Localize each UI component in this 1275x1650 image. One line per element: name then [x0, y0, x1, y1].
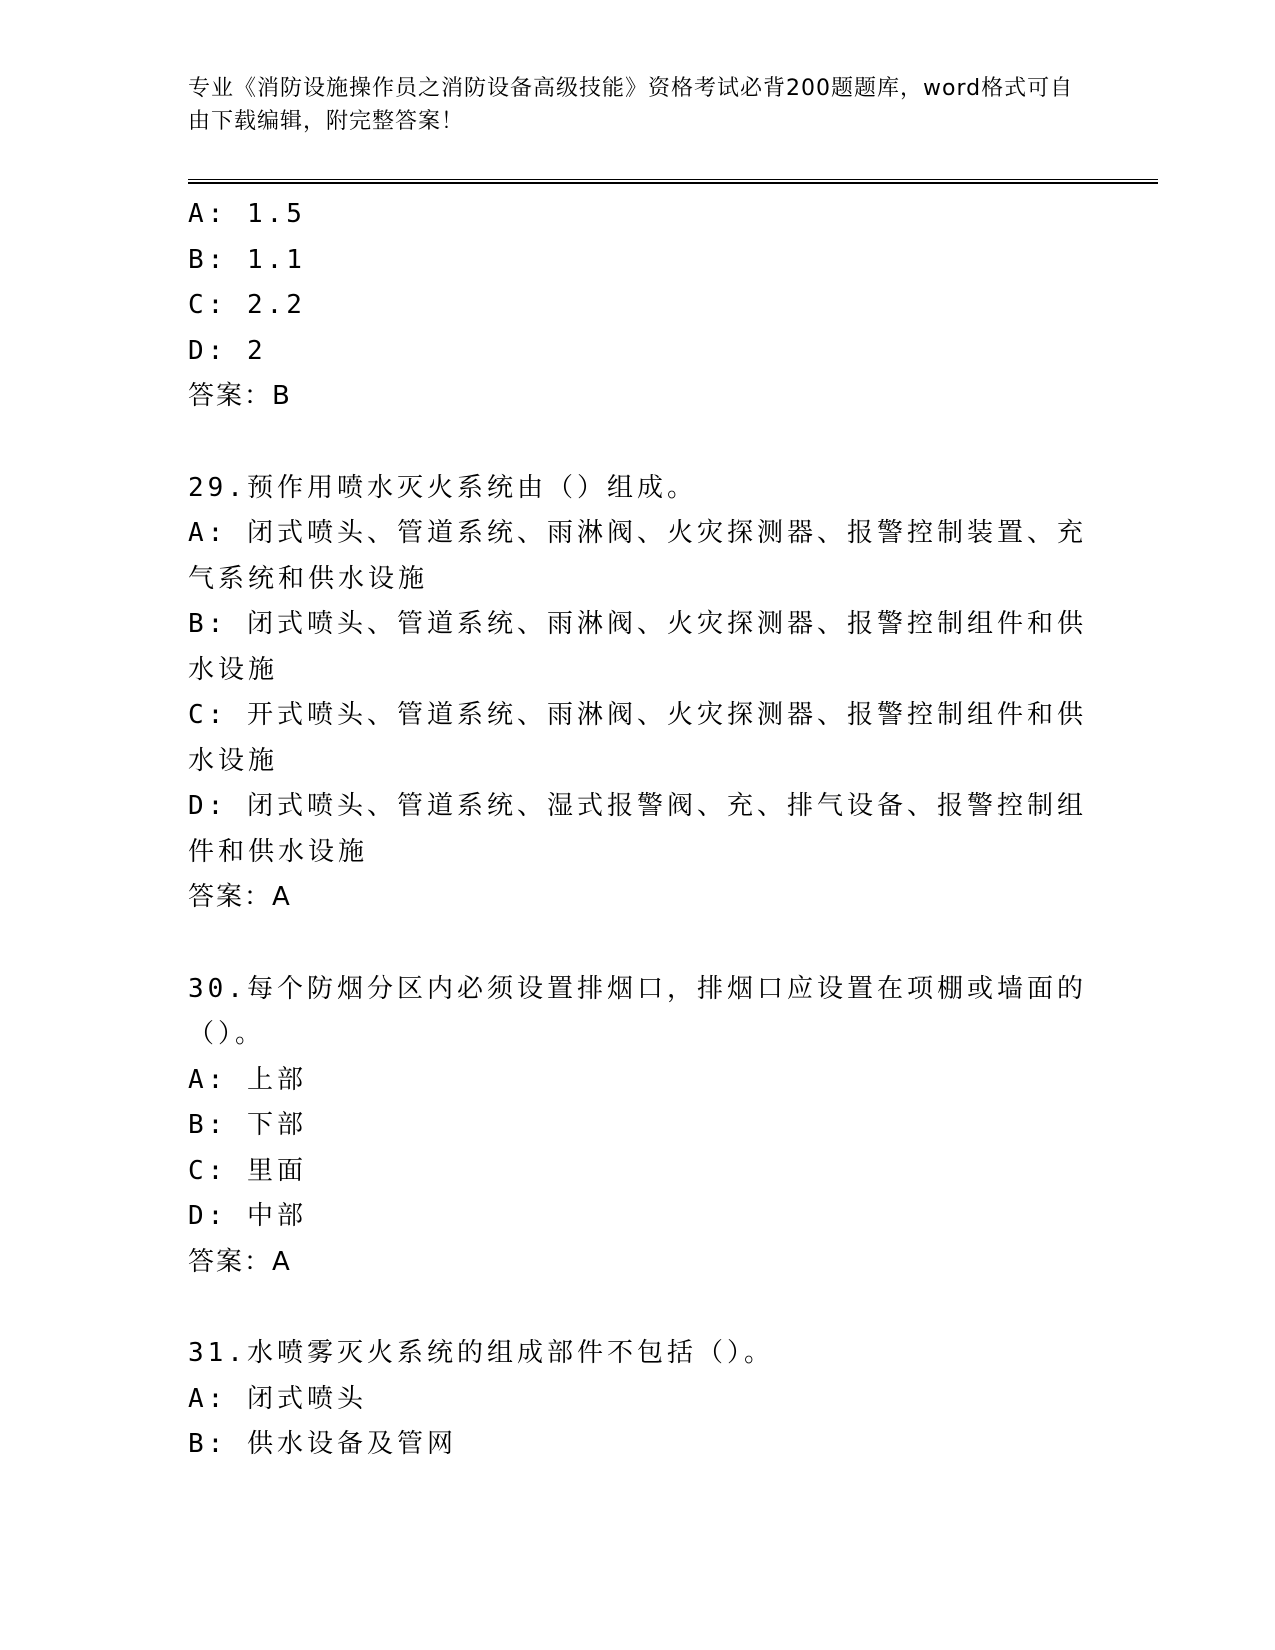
question-stem: 31.水喷雾灭火系统的组成部件不包括（）。	[188, 1338, 774, 1368]
option-a: A: 上部	[188, 1064, 307, 1095]
option-b: B: 供水设备及管网	[188, 1429, 457, 1459]
answer: 答案：B	[188, 381, 292, 411]
option-b: B: 闭式喷头、管道系统、雨淋阀、火灾探测器、报警控制组件和供水设施	[188, 609, 1087, 685]
question-31	[188, 1331, 1088, 1468]
question-stem: 30.每个防烟分区内必须设置排烟口，排烟口应设置在项棚或墙面的（）。	[188, 973, 1087, 1049]
option-b: B: 1.1	[188, 244, 306, 275]
option-b: B: 下部	[188, 1110, 307, 1140]
option-c: C: 里面	[188, 1155, 307, 1186]
option-d: D: 闭式喷头、管道系统、湿式报警阀、充、排气设备、报警控制组件和供水设施	[188, 791, 1087, 867]
option-a: A: 1.5	[188, 199, 306, 229]
option-a: A: 闭式喷头、管道系统、雨淋阀、火灾探测器、报警控制装置、充气系统和供水设施	[188, 518, 1087, 594]
question-28-tail	[188, 192, 1088, 420]
question-stem: 29.预作用喷水灭火系统由（）组成。	[188, 472, 697, 503]
answer: 答案：A	[188, 1246, 292, 1277]
header-divider	[188, 179, 1158, 184]
document-header: 专业《消防设施操作员之消防设备高级技能》资格考试必背200题题库，word格式可自由下载编辑，附完整答案！	[188, 76, 1074, 134]
question-29	[188, 466, 1088, 921]
option-a: A: 闭式喷头	[188, 1383, 367, 1414]
question-list	[188, 192, 1088, 1468]
option-d: D: 中部	[188, 1201, 307, 1231]
option-d: D: 2	[188, 335, 267, 366]
option-c: C: 2.2	[188, 290, 306, 320]
option-c: C: 开式喷头、管道系统、雨淋阀、火灾探测器、报警控制组件和供水设施	[188, 700, 1087, 776]
question-30	[188, 967, 1088, 1286]
answer: 答案：A	[188, 882, 292, 912]
